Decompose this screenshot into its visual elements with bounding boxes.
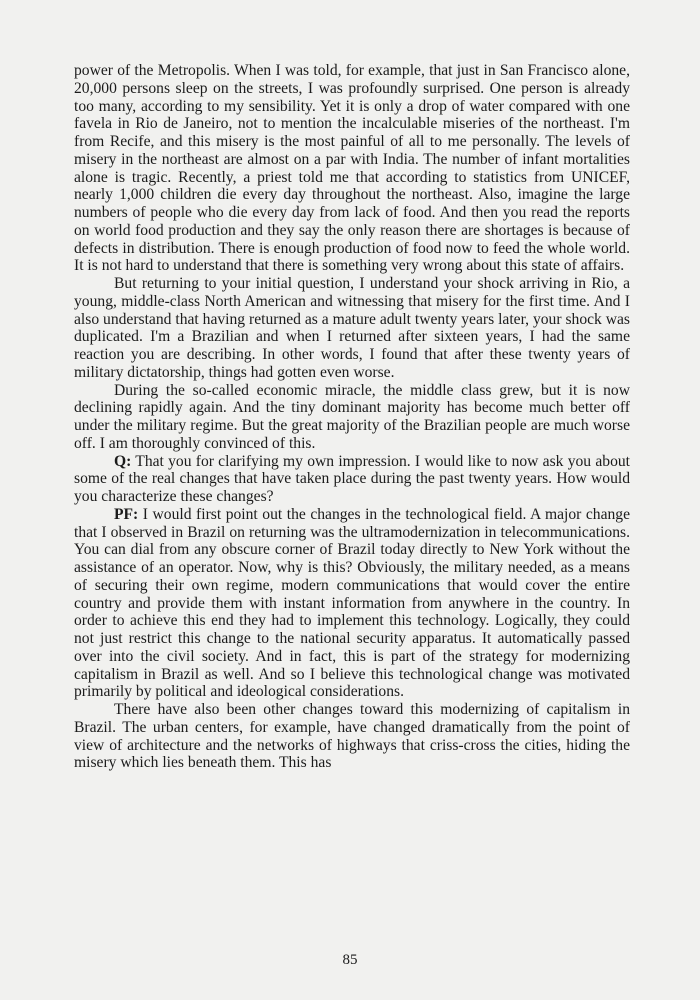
page-number: 85 [342, 952, 358, 968]
paragraph [74, 275, 630, 382]
paragraph [74, 701, 630, 772]
paragraph [74, 506, 630, 701]
body-text [74, 62, 630, 772]
paragraph-text: power of the Metropolis. When I was told, for example, that just in San Francisco alone, 20,000 persons sleep on the streets, I was profoundly surprised. One person is already too many, according to my sensibility. Yet it is only a drop of water compared with one favela in Rio de Janeiro, not to mention the incalculable miseries of the northeast. I'm from Recife, and this misery is the most painful of all to me personally. The levels of misery in the northeast are almost on a par with India. The number of infant mortalities alone is tragic. Recently, a priest told me that according to statistics from UNICEF, nearly 1,000 children die every day throughout the northeast. Also, imagine the large numbers of people who die every day from lack of food. And then you read the reports on world food production and they say the only reason there are shortages is because of defects in distribution. There is enough production of food now to feed the whole world. It is not hard to understand that there is something very wrong about this state of affairs. [74, 62, 630, 275]
paragraph [74, 62, 630, 275]
paragraph-text: But returning to your initial question, I understand your shock arriving in Rio, a young, middle-class North American and witnessing that misery for the first time. And I also understand that having returned as a mature adult twenty years later, your shock was duplicated. I'm a Brazilian and when I returned after sixteen years, I had the same reaction you are describing. In other words, I found that after these twenty years of military dictatorship, things had gotten even worse. [74, 275, 630, 381]
paragraph-text: That you for clarifying my own impression. I would like to now ask you about some of the real changes that have taken place during the past twenty years. How would you characterize these changes? [74, 452, 630, 505]
speaker-label: Q: [114, 452, 132, 470]
paragraph-text: I would first point out the changes in the technological field. A major change that I observed in Brazil on returning was the ultramodernization in telecommunications. You can dial from any obscure corner of Brazil today directly to New York without the assistance of an operator. Now, why is this? Obviously, the military needed, as a means of securing their own regime, modern communications that would cover the entire country and provide them with instant information from anywhere in the country. In order to achieve this end they had to implement this technology. Logically, they could not just restrict this change to the national security apparatus. It automatically passed over into the civil society. And in fact, this is part of the strategy for modernizing capitalism in Brazil as well. And so I believe this technological change was motivated primarily by political and ideological considerations. [74, 505, 631, 701]
paragraph-text: There have also been other changes toward this modernizing of capitalism in Brazil. The urban centers, for example, have changed dramatically from the point of view of architecture and the networks of highways that criss-cross the cities, hiding the misery which lies beneath them. This has [74, 701, 630, 772]
paragraph [74, 382, 630, 453]
paragraph-text: During the so-called economic miracle, the middle class grew, but it is now declining rapidly again. And the tiny dominant majority has become much better off under the military regime. But the great majority of the Brazilian people are much worse off. I am thoroughly convinced of this. [74, 381, 630, 452]
paragraph [74, 453, 630, 506]
speaker-label: PF: [114, 505, 139, 523]
